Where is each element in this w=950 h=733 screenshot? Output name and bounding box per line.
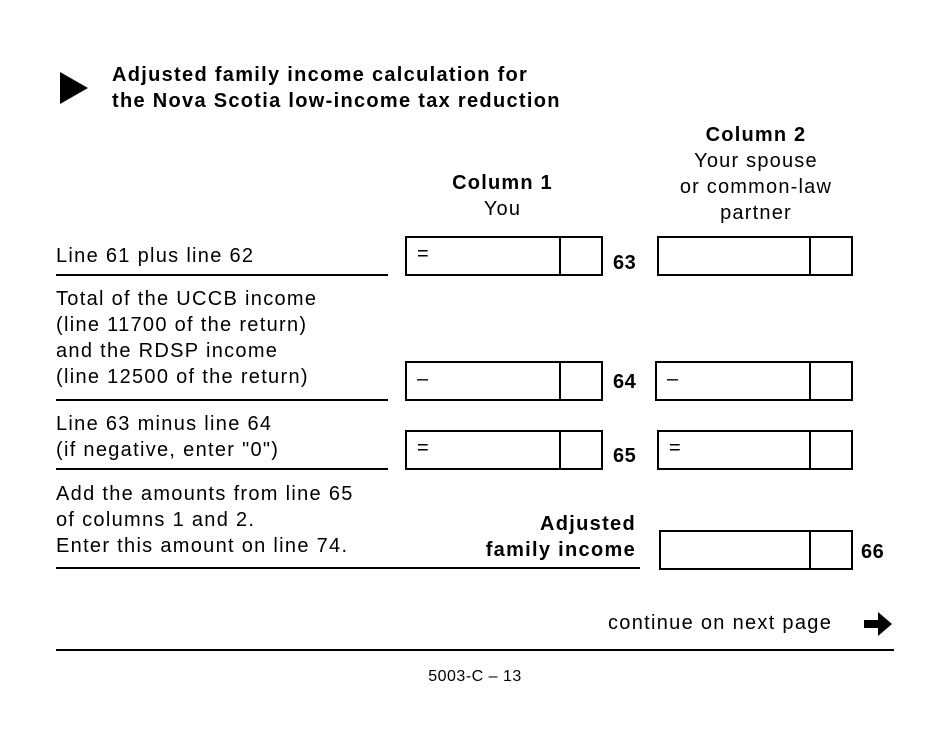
divider: [56, 567, 640, 569]
page-title: Adjusted family income calculation for the Nova Scotia low-income tax reduction: [112, 64, 561, 112]
line-number: 65: [613, 445, 637, 467]
line-64-column-2-field[interactable]: –: [655, 361, 853, 401]
line-number: 64: [613, 371, 637, 393]
line-65-column-2-field[interactable]: =: [657, 430, 853, 470]
triangle-right-icon: [60, 72, 88, 104]
line-63-column-1-field[interactable]: =: [405, 236, 603, 276]
divider: [56, 468, 388, 470]
arrow-right-icon: [864, 612, 892, 636]
line-64-column-1-field[interactable]: –: [405, 361, 603, 401]
column-2-heading: Column 2 Your spouse or common-law partner: [679, 124, 833, 224]
adjusted-family-income-label: Adjusted family income: [485, 513, 636, 561]
line-65-column-1-field[interactable]: =: [405, 430, 603, 470]
continue-text: continue on next page: [608, 612, 833, 634]
line-number: 66: [861, 541, 885, 563]
line-66-adjusted-family-income-field[interactable]: [659, 530, 853, 570]
column-1-heading: Column 1 You: [452, 172, 553, 220]
line-63-column-2-field[interactable]: [657, 236, 853, 276]
line-number: 63: [613, 252, 637, 274]
line-64-label: Total of the UCCB income (line 11700 of the return) and the RDSP income (line 12500 of the return): [56, 288, 318, 388]
divider: [56, 399, 388, 401]
divider: [56, 274, 388, 276]
page-number: 5003-C – 13: [428, 668, 522, 685]
line-66-label: Add the amounts from line 65 of columns 1 and 2. Enter this amount on line 74.: [56, 483, 354, 557]
line-63-label: Line 61 plus line 62: [56, 245, 255, 267]
footer-divider: [56, 649, 894, 651]
line-65-label: Line 63 minus line 64 (if negative, enter "0"): [56, 413, 280, 461]
